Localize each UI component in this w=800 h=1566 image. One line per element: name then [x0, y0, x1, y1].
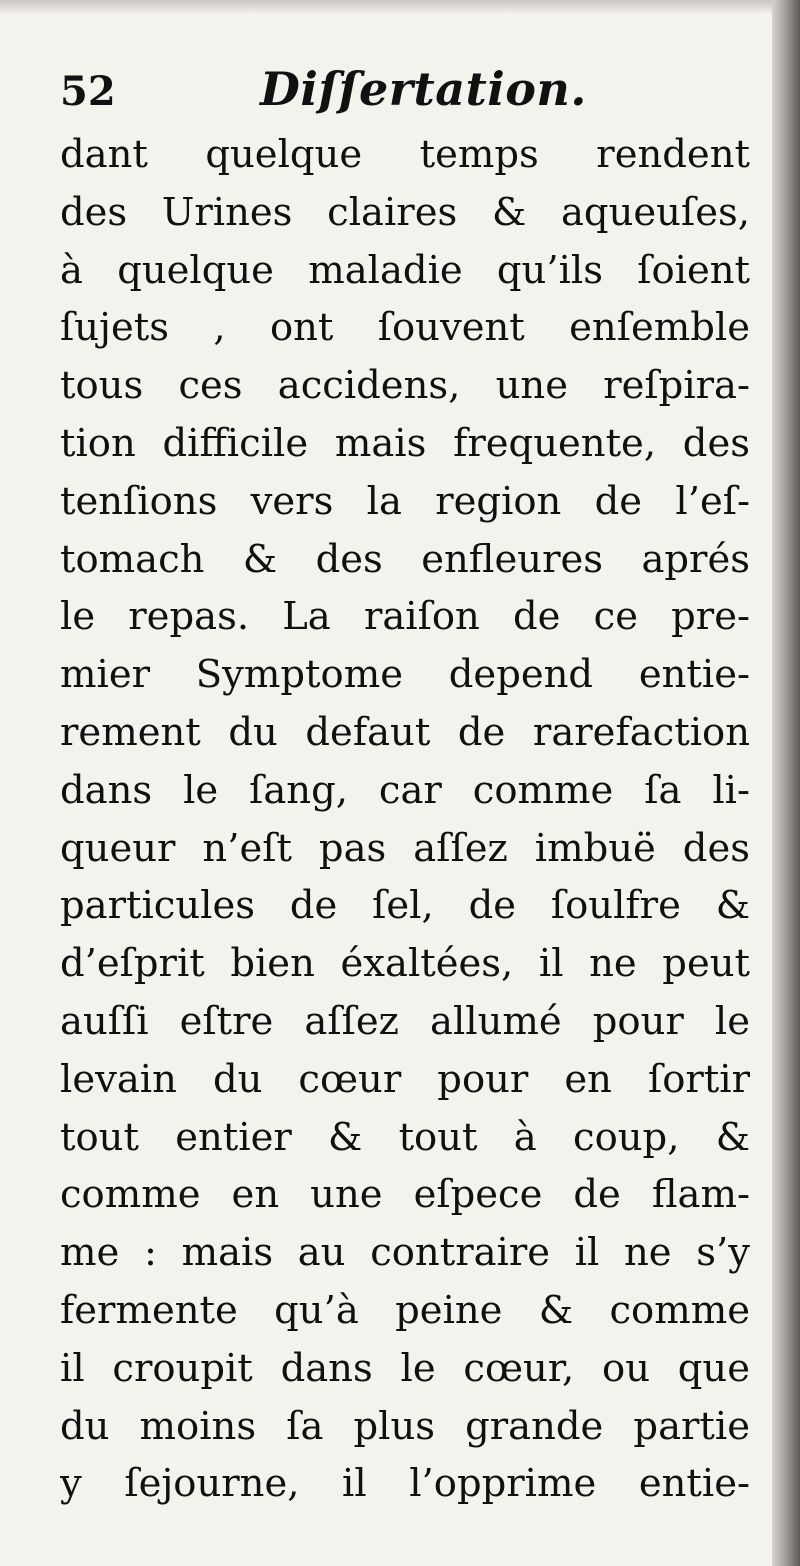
text-line: tous ces accidens, une reſpira-: [60, 363, 750, 409]
text-line: y ſejourne, il l’opprime entie-: [60, 1461, 750, 1507]
text-line: fermente qu’à peine & comme: [60, 1287, 750, 1333]
text-line: dant quelque temps rendent: [60, 132, 750, 177]
text-line: d’eſprit bien éxaltées, il ne peut: [60, 941, 750, 987]
body-text: [60, 126, 750, 1513]
page-top-shadow: [0, 0, 800, 14]
text-line: du moins ſa plus grande partie: [60, 1403, 750, 1449]
text-line: tout entier & tout à coup, &: [60, 1114, 750, 1160]
text-line: le repas. La raiſon de ce pre-: [60, 594, 750, 640]
text-line: comme en une eſpece de flam-: [60, 1172, 750, 1218]
text-line: mier Symptome depend entie-: [60, 652, 750, 698]
text-line: rement du defaut de rarefaction: [60, 709, 750, 755]
page-gutter-shadow: [772, 0, 800, 1566]
text-line: il croupit dans le cœur, ou que: [60, 1345, 750, 1391]
text-line: ſujets , ont ſouvent enſemble: [60, 305, 750, 351]
text-line: tenſions vers la region de l’eſ-: [60, 478, 750, 524]
text-line: levain du cœur pour en ſortir: [60, 1056, 750, 1102]
page-number: 52: [60, 68, 116, 115]
text-line: à quelque maladie qu’ils ſoient: [60, 247, 750, 293]
text-line: queur n’eſt pas aſſez imbuë des: [60, 825, 750, 871]
text-line: tomach & des enfleures aprés: [60, 536, 750, 582]
text-line: tion difficile mais frequente, des: [60, 420, 750, 466]
text-line: particules de ſel, de ſoulfre &: [60, 883, 750, 929]
text-line: des Urines claires & aqueuſes,: [60, 189, 750, 235]
text-line: dans le ſang, car comme ſa li-: [60, 767, 750, 813]
text-line: me : mais au contraire il ne s’y: [60, 1230, 750, 1276]
running-header: [60, 62, 760, 122]
running-title: Diſſertation.: [260, 62, 587, 116]
text-line: auſſi eſtre aſſez allumé pour le: [60, 998, 750, 1044]
